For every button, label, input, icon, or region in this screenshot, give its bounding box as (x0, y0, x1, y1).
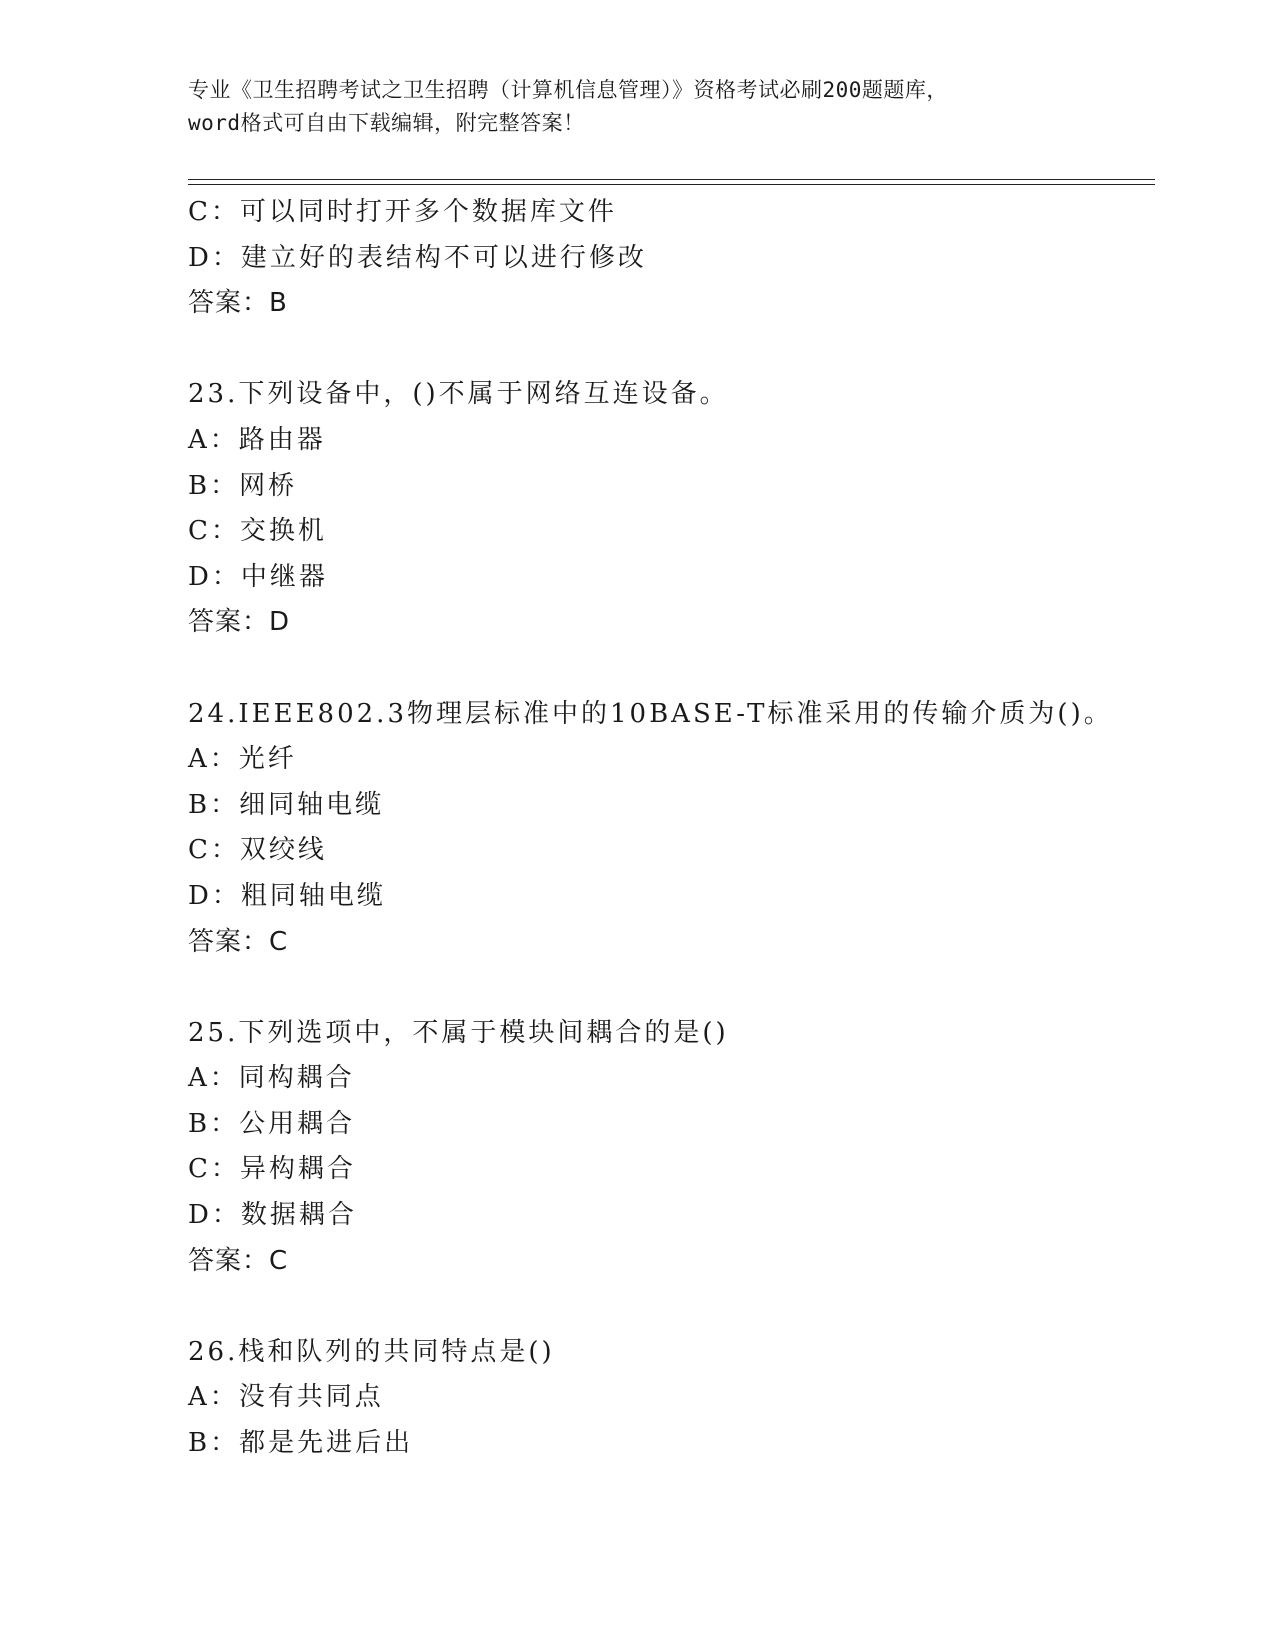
option-d: D：中继器 (188, 561, 328, 592)
spacer (188, 327, 1148, 373)
option-d: D：数据耦合 (188, 1200, 357, 1231)
question-stem: 24.IEEE802.3物理层标准中的10BASE-T标准采用的传输介质为()。 (188, 698, 1113, 729)
question-block-24 (188, 692, 1148, 966)
question-stem: 23.下列设备中，()不属于网络互连设备。 (188, 379, 729, 410)
option-b: B：都是先进后出 (188, 1428, 414, 1459)
question-stem: 25.下列选项中，不属于模块间耦合的是() (188, 1017, 729, 1048)
header-divider-top (188, 179, 1155, 180)
option-a: A：路由器 (188, 424, 326, 455)
question-list (188, 190, 1148, 1467)
option-d: D：粗同轴电缆 (188, 880, 386, 911)
option-c: C：可以同时打开多个数据库文件 (188, 197, 617, 227)
answer-text: 答案：C (188, 926, 289, 957)
header-line-2: word格式可自由下载编辑，附完整答案！ (188, 111, 585, 135)
option-b: B：网桥 (188, 470, 298, 501)
question-block-26 (188, 1330, 1148, 1467)
question-stem: 26.栈和队列的共同特点是() (188, 1336, 555, 1367)
option-c: C：异构耦合 (188, 1154, 356, 1185)
option-c: C：双绞线 (188, 835, 327, 866)
answer-text: 答案：C (188, 1245, 289, 1276)
answer-text: 答案：B (188, 288, 288, 319)
question-block-23 (188, 372, 1148, 646)
option-b: B：细同轴电缆 (188, 789, 385, 820)
option-b: B：公用耦合 (188, 1108, 356, 1139)
question-block-previous (188, 190, 1148, 327)
option-c: C：交换机 (188, 516, 327, 547)
option-a: A：同构耦合 (188, 1063, 355, 1094)
option-a: A：光纤 (188, 744, 297, 775)
option-d: D：建立好的表结构不可以进行修改 (188, 242, 647, 273)
header-divider-bottom (188, 184, 1155, 185)
spacer (188, 1284, 1148, 1330)
answer-text: 答案：D (188, 607, 291, 638)
header-line-1: 专业《卫生招聘考试之卫生招聘（计算机信息管理）》资格考试必刷200题题库， (188, 78, 948, 102)
spacer (188, 965, 1148, 1011)
option-a: A：没有共同点 (188, 1382, 384, 1413)
spacer (188, 646, 1148, 692)
document-header (188, 74, 1088, 140)
question-block-25 (188, 1011, 1148, 1285)
